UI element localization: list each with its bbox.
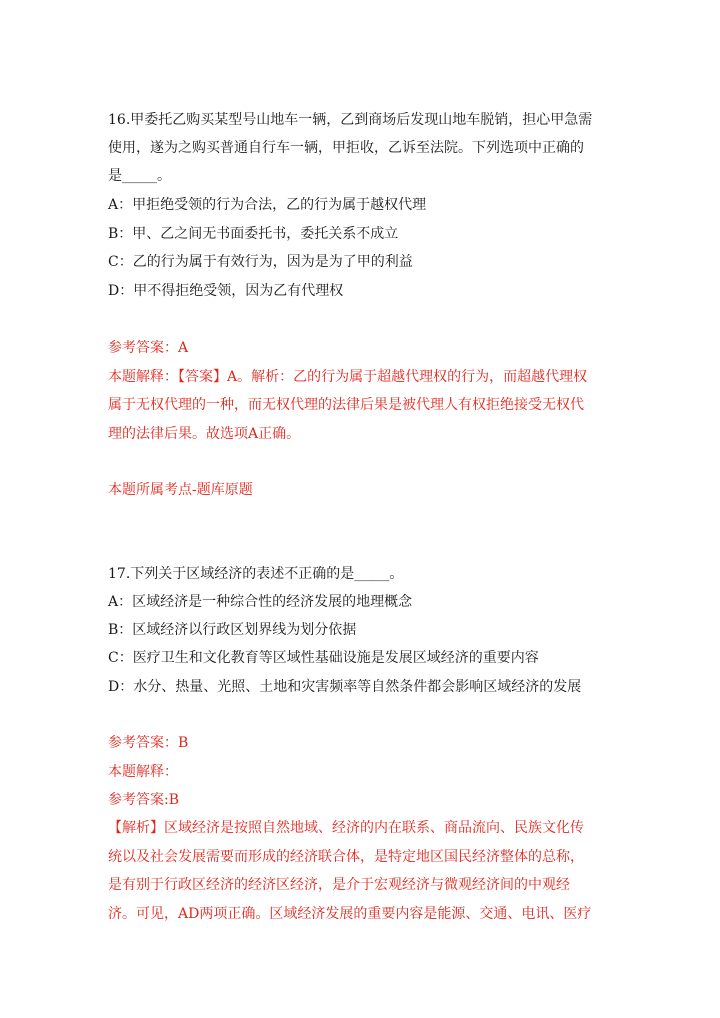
q17-option-b: B：区域经济以行政区划界线为划分依据 [108, 622, 357, 638]
q16-option-d: D：甲不得拒绝受领，因为乙有代理权 [108, 283, 344, 299]
q17-answer-repeat: 参考答案:B [108, 792, 180, 808]
q16-explanation-line-1: 本题解释：【答案】A。解析：乙的行为属于超越代理权的行为，而超越代理权 [108, 369, 588, 385]
q16-explanation-line-2: 属于无权代理的一种，而无权代理的法律后果是被代理人有权拒绝接受无权代 [108, 397, 584, 413]
q16-explanation-line-3: 理的法律后果。故选项A正确。 [108, 426, 301, 442]
q16-stem-line-1: 16.甲委托乙购买某型号山地车一辆，乙到商场后发现山地车脱销，担心甲急需 [108, 112, 593, 128]
q17-analysis-line-3: 是有别于行政区经济的经济区经济，是介于宏观经济与微观经济间的中观经 [108, 877, 570, 893]
q17-explanation-label: 本题解释： [108, 764, 178, 780]
q17-answer: 参考答案：B [108, 735, 189, 751]
q17-analysis-line-2: 统以及社会发展需要而形成的经济联合体，是特定地区国民经济整体的总称， [108, 849, 584, 865]
q16-stem-line-3: 是_____。 [108, 168, 171, 184]
q17-option-c: C：医疗卫生和文化教育等区域性基础设施是发展区域经济的重要内容 [108, 650, 539, 666]
q16-option-b: B：甲、乙之间无书面委托书，委托关系不成立 [108, 226, 399, 242]
q17-option-a: A：区域经济是一种综合性的经济发展的地理概念 [108, 594, 413, 610]
q16-answer: 参考答案：A [108, 340, 189, 356]
q17-stem: 17.下列关于区域经济的表述不正确的是_____。 [108, 566, 404, 582]
q16-option-c: C：乙的行为属于有效行为，因为是为了甲的利益 [108, 254, 413, 270]
q16-stem-line-2: 使用，遂为之购买普通自行车一辆，甲拒收，乙诉至法院。下列选项中正确的 [108, 140, 584, 156]
q17-option-d: D：水分、热量、光照、土地和灾害频率等自然条件都会影响区域经济的发展 [108, 679, 582, 695]
q16-source: 本题所属考点-题库原题 [108, 482, 253, 498]
q17-analysis-line-4: 济。可见，AD两项正确。区域经济发展的重要内容是能源、交通、电讯、医疗 [108, 906, 592, 922]
q17-analysis-line-1: 【解析】区域经济是按照自然地域、经济的内在联系、商品流向、民族文化传 [108, 820, 584, 836]
q16-option-a: A：甲拒绝受领的行为合法，乙的行为属于越权代理 [108, 197, 427, 213]
